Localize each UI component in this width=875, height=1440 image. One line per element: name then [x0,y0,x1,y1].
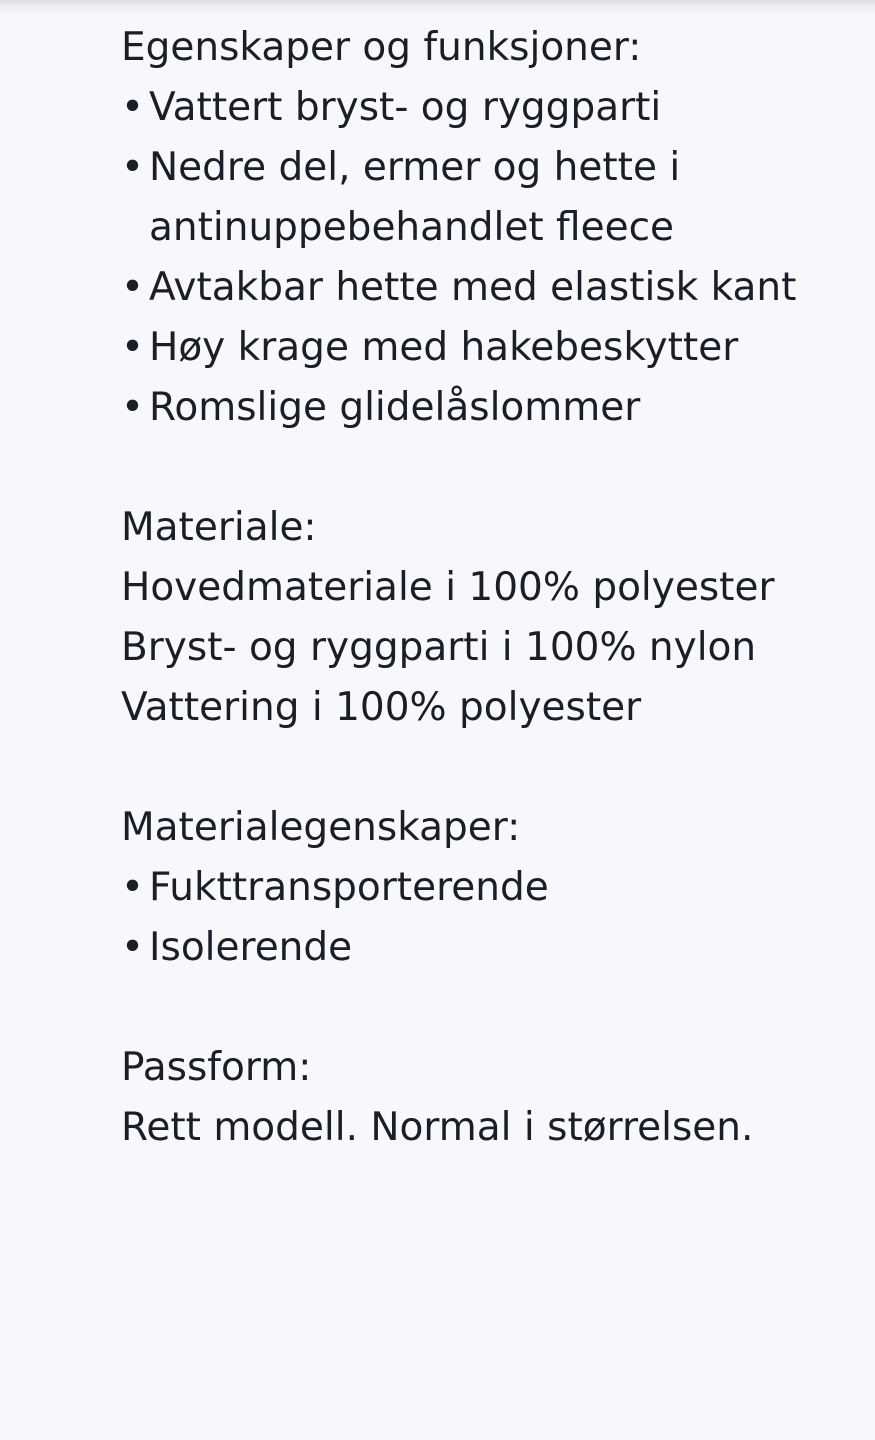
material-properties-section [121,798,841,978]
bullet-dot-icon: • [121,325,145,370]
material-line: Bryst- og ryggparti i 100% nylon [121,625,757,670]
bullet-dot-icon: • [121,385,145,430]
fit-section [121,1038,841,1158]
bullet-dot-icon: • [121,85,145,130]
material-heading: Materiale: [121,505,317,550]
features-item [121,78,841,138]
material-properties-item [121,858,841,918]
product-description [121,18,841,1218]
bullet-dot-icon: • [121,925,145,970]
features-heading: Egenskaper og funksjoner: [121,25,642,70]
features-item [121,378,841,438]
features-item-text: Høy krage med hakebeskytter [149,325,739,370]
features-item-text: Vattert bryst- og ryggparti [149,85,662,130]
material-line: Hovedmateriale i 100% polyester [121,565,775,610]
material-properties-item-text: Fukttransporterende [149,865,549,910]
features-item-text: Nedre del, ermer og hette i antinuppebehandlet fleece [149,145,681,250]
bullet-dot-icon: • [121,145,145,190]
bullet-dot-icon: • [121,265,145,310]
material-line: Vattering i 100% polyester [121,685,642,730]
features-section [121,18,841,438]
material-properties-item-text: Isolerende [149,925,353,970]
features-item [121,318,841,378]
features-item-text: Avtakbar hette med elastisk kant [149,265,797,310]
material-properties-item [121,918,841,978]
fit-text: Rett modell. Normal i størrelsen. [121,1105,754,1150]
top-shadow [0,0,875,16]
bullet-dot-icon: • [121,865,145,910]
features-item [121,138,841,258]
fit-heading: Passform: [121,1045,312,1090]
features-item [121,258,841,318]
material-section [121,498,841,738]
features-item-text: Romslige glidelåslommer [149,385,641,430]
material-properties-heading: Materialegenskaper: [121,805,521,850]
